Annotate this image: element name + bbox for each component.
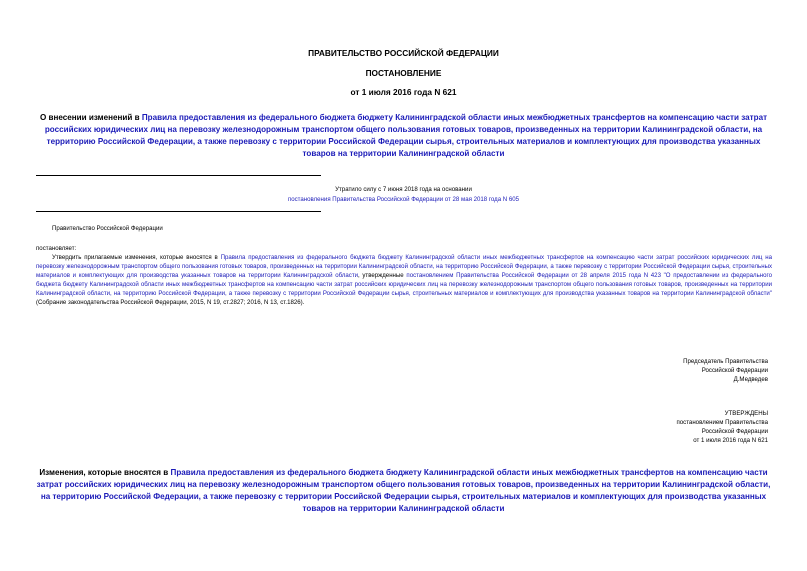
- document-type-heading: ПОСТАНОВЛЕНИЕ: [365, 68, 442, 78]
- changes-title-prefix: Изменения, которые вносятся в: [39, 468, 171, 477]
- signature-name: Д.Медведев: [733, 376, 768, 384]
- approval-by: постановлением Правительства: [676, 419, 768, 427]
- para-decree-link[interactable]: постановлением Правительства Российской Федерации от 28 апреля 2015 года N 423 "О предоставлении из федерального бюджета бюджету Калининградской области иных межбюджетных трансфертов на компенсацию части затрат российских юридических лиц на перевозку железнодорожным транспортом общего пользования готовых товаров, произведенных на территории Калининградской области, на территорию Российской Федерации, а также перевозку с территории Российской Федерации сырья, строительных материалов и комплектующих для производства указанных товаров на территории Калининградской области": [36, 272, 773, 298]
- document-title: [36, 112, 771, 160]
- document-date: от 1 июля 2016 года N 621: [350, 87, 457, 97]
- signature-block: [500, 357, 768, 384]
- signature-position: Председатель Правительства: [683, 358, 768, 365]
- repeal-decree-link[interactable]: постановления Правительства Российской Федерации от 28 мая 2018 года N 605: [287, 196, 520, 203]
- para-suffix: (Собрание законодательства Российской Федерации, 2015, N 19, ст.2827; 2016, N 13, ст.1826).: [36, 299, 305, 307]
- para-mid: , утвержденные: [358, 272, 407, 280]
- title-rules-link[interactable]: Правила предоставления из федерального бюджета бюджету Калининградской области иных межбюджетных трансфертов на компенсацию части затрат российских юридических лиц на перевозку железнодорожным транспортом общего пользования готовых товаров, произведенных на территории Калининградской области, на территорию Российской Федерации, а также перевозку с территории Российской Федерации сырья, строительных материалов и комплектующих для производства указанных товаров на территории Калининградской области: [44, 113, 768, 158]
- repeal-status: Утратило силу с 7 июня 2018 года на основании: [335, 186, 472, 193]
- resolves: постановляет:: [36, 245, 77, 252]
- status-rule-top: [36, 175, 321, 176]
- changes-rules-link[interactable]: Правила предоставления из федерального бюджета бюджету Калининградской области иных межбюджетных трансфертов на компенсацию части затрат российских юридических лиц на перевозку железнодорожным транспортом общего пользования готовых товаров, произведенных на территории Калининградской области, на территорию Российской Федерации, а также перевозку с территории Российской Федерации сырья, строительных материалов и комплектующих для производства указанных товаров на территории Калининградской области: [36, 468, 771, 513]
- signature-country: Российской Федерации: [701, 367, 768, 375]
- approval-block: [500, 409, 768, 445]
- issuer: Правительство Российской Федерации: [52, 225, 163, 232]
- government-heading: ПРАВИТЕЛЬСТВО РОССИЙСКОЙ ФЕДЕРАЦИИ: [308, 48, 499, 58]
- approval-date: от 1 июля 2016 года N 621: [693, 437, 768, 445]
- main-paragraph: [36, 253, 772, 308]
- approval-country: Российской Федерации: [701, 428, 768, 436]
- para-prefix: Утвердить прилагаемые изменения, которые вносятся в: [52, 254, 221, 261]
- status-rule-bottom: [36, 211, 321, 212]
- para-rules-link[interactable]: Правила предоставления из федерального бюджета бюджету Калининградской области иных межбюджетных трансфертов на компенсацию части затрат российских юридических лиц на перевозку железнодорожным транспортом общего пользования готовых товаров, произведенных на территории Калининградской области, на территорию Российской Федерации, а также перевозку с территории Российской Федерации сырья, строительных материалов и комплектующих для производства указанных товаров на территории Калининградской области: [36, 254, 772, 280]
- changes-title: [36, 467, 771, 515]
- title-prefix: О внесении изменений в: [39, 113, 142, 122]
- approval-approved: УТВЕРЖДЕНЫ: [724, 410, 768, 417]
